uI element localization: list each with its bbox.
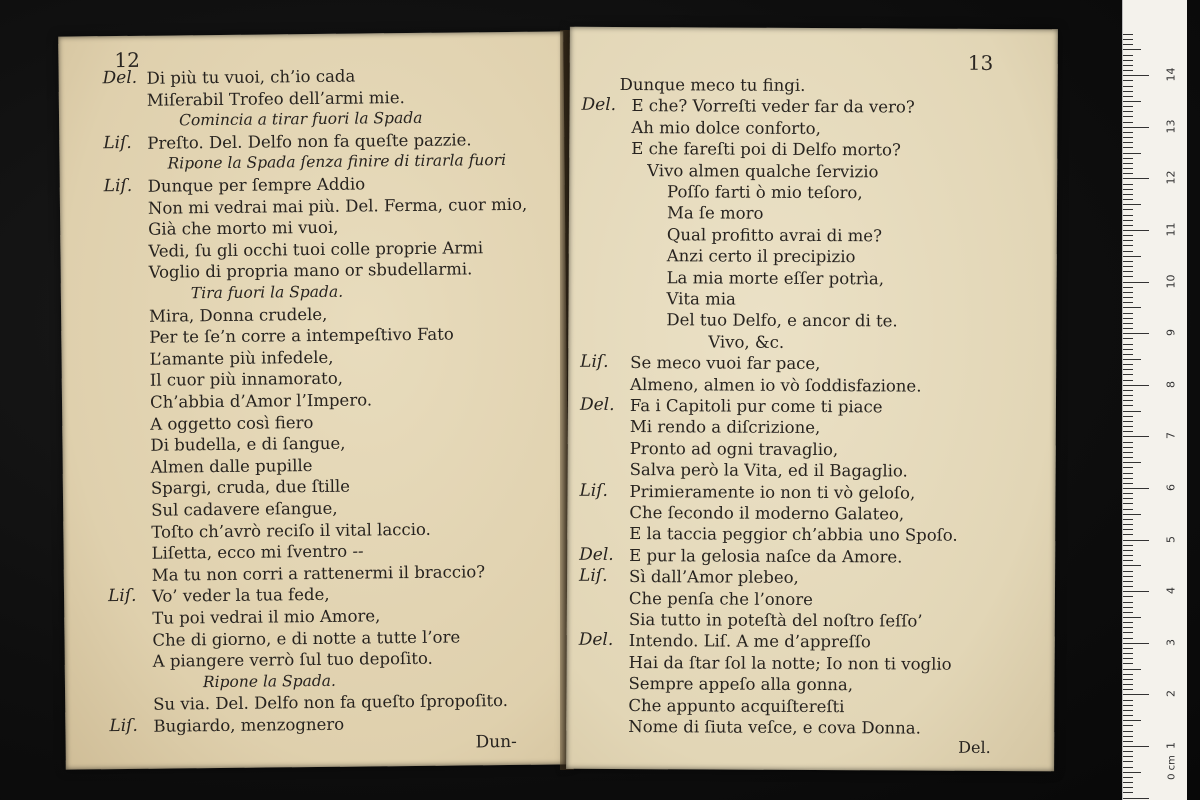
- ruler-tick: [1123, 534, 1133, 535]
- ruler-tick: [1123, 307, 1141, 308]
- ruler-tick: [1123, 700, 1133, 701]
- ruler-tick: [1123, 452, 1133, 453]
- ruler-number: 1: [1164, 742, 1178, 749]
- ruler-tick: [1123, 101, 1141, 102]
- page-number-right: 13: [967, 50, 994, 75]
- ruler-tick: [1123, 772, 1141, 773]
- ruler-tick: [1123, 421, 1133, 422]
- ruler-number: 4: [1164, 587, 1178, 595]
- verse-line: Sì dall’Amor plebeo,: [629, 567, 799, 588]
- ruler-tick: [1123, 560, 1133, 561]
- ruler-tick: [1123, 65, 1133, 66]
- ruler-tick: [1123, 679, 1133, 680]
- verse-line: Liſetta, ecco mi ſventro --: [151, 541, 364, 563]
- ruler-number: 8: [1164, 380, 1178, 388]
- ruler-tick: [1123, 462, 1141, 463]
- ruler-tick: [1123, 168, 1133, 169]
- verse-line: Spargi, cruda, due ſtille: [150, 477, 351, 499]
- speaker-label: Liſ.: [107, 586, 137, 607]
- verse-line: Vivo, &c.: [708, 332, 785, 352]
- speaker-label: Del.: [579, 544, 614, 565]
- verse-line: Se meco vuoi far pace,: [630, 353, 821, 374]
- ruler-tick: [1123, 225, 1133, 226]
- verse-line: Sia tutto in poteſtà del noſtro ſeſſo’: [628, 610, 923, 631]
- ruler-tick: [1123, 576, 1133, 577]
- ruler-tick: [1123, 245, 1133, 246]
- ruler-number: 2: [1164, 690, 1178, 698]
- verse-line: Preſto. Del. Delfo non fa queſte pazzie.: [147, 130, 472, 153]
- verse-line: L’amante più infedele,: [149, 347, 334, 369]
- ruler-tick: [1123, 519, 1133, 520]
- speaker-label: Liſ.: [579, 565, 608, 587]
- ruler-tick: [1123, 431, 1133, 432]
- verse-line: Sul cadavere eſangue,: [151, 498, 338, 520]
- ruler-tick: [1123, 34, 1133, 35]
- ruler-tick: [1123, 669, 1141, 670]
- ruler-tick: [1123, 483, 1133, 484]
- stage-direction: Ripone la Spada ſenza finire di tirarla fuori: [167, 151, 507, 173]
- stage-direction: Comincia a tirar fuori la Spada: [178, 109, 423, 130]
- ruler-tick: [1123, 467, 1133, 468]
- ruler-tick: [1123, 158, 1133, 159]
- ruler-tick: [1123, 60, 1133, 61]
- ruler-tick: [1123, 215, 1133, 216]
- ruler-tick: [1123, 292, 1133, 293]
- ruler-tick: [1123, 756, 1133, 757]
- ruler-tick: [1123, 153, 1141, 154]
- ruler-tick: [1123, 328, 1133, 329]
- ruler-tick: [1123, 80, 1133, 81]
- verse-line: Poſſo farti ò mio teſoro,: [667, 182, 863, 203]
- ruler-tick: [1123, 209, 1133, 210]
- ruler-tick: [1123, 741, 1133, 742]
- ruler-tick: [1123, 488, 1149, 489]
- verse-line: Vivo almen qualche ſervizio: [647, 160, 879, 181]
- ruler-tick: [1123, 586, 1133, 587]
- speaker-label: Del.: [102, 67, 138, 89]
- ruler-tick: [1123, 220, 1133, 221]
- ruler-tick: [1123, 49, 1141, 50]
- verse-line: Almeno, almen io vò ſoddisfazione.: [630, 374, 922, 396]
- speaker-label: Del.: [581, 95, 617, 116]
- verse-line: Ch’abbia d’Amor l’Impero.: [149, 390, 373, 412]
- verse-line: Del tuo Delfo, e ancor di te.: [666, 310, 898, 331]
- ruler-tick: [1123, 374, 1133, 375]
- ruler-tick: [1123, 509, 1133, 510]
- ruler-tick: [1123, 731, 1133, 732]
- ruler-tick: [1123, 199, 1133, 200]
- verse-line: Anzi certo il precipizio: [666, 246, 856, 267]
- ruler-tick: [1123, 70, 1133, 71]
- ruler-tick: [1123, 147, 1133, 148]
- ruler-tick: [1123, 792, 1133, 793]
- verse-line: Che penſa che l’onore: [628, 588, 813, 609]
- ruler-tick: [1123, 591, 1149, 592]
- ruler-tick: [1123, 478, 1133, 479]
- ruler-tick: [1123, 457, 1133, 458]
- ruler-tick: [1123, 204, 1141, 205]
- stage-direction: Tira fuori la Spada.: [190, 282, 344, 303]
- speaker-label: Liſ.: [103, 132, 132, 153]
- verse-line: Mi rendo a diſcrizione,: [629, 417, 821, 438]
- verse-line: Voglio di propria mano or sbudellarmi.: [148, 259, 473, 283]
- ruler-tick: [1123, 514, 1141, 515]
- ruler-number: 14: [1164, 67, 1178, 82]
- ruler-tick: [1123, 689, 1133, 690]
- speaker-label: Del.: [579, 394, 615, 415]
- ruler-tick: [1123, 565, 1141, 566]
- ruler-tick: [1123, 602, 1133, 603]
- ruler-tick: [1123, 447, 1133, 448]
- ruler-tick: [1123, 318, 1133, 319]
- ruler-tick: [1123, 411, 1141, 412]
- ruler-tick: [1123, 39, 1133, 40]
- ruler-tick: [1123, 540, 1149, 541]
- verse-line: Il cuor più innamorato,: [149, 369, 344, 391]
- ruler-tick: [1123, 380, 1133, 381]
- verse-line: Vita mia: [666, 289, 736, 309]
- verse-line: E che fareſti poi di Delfo morto?: [631, 139, 901, 160]
- ruler-tick: [1123, 596, 1133, 597]
- verse-line: Vedi, ſu gli occhi tuoi colle proprie Armi: [148, 238, 484, 261]
- ruler-tick: [1123, 725, 1133, 726]
- ruler-tick: [1123, 653, 1133, 654]
- verse-line: Miſerabil Trofeo dell’armi mie.: [146, 87, 405, 110]
- ruler-tick: [1123, 142, 1133, 143]
- ruler-tick: [1123, 173, 1133, 174]
- speaker-label: Liſ.: [580, 351, 609, 373]
- ruler-tick: [1123, 163, 1133, 164]
- ruler-tick: [1123, 473, 1133, 474]
- ruler-tick: [1123, 493, 1133, 494]
- ruler-tick: [1123, 571, 1133, 572]
- ruler-tick: [1123, 643, 1149, 644]
- speaker-label: Liſ.: [579, 480, 608, 501]
- verse-line: E la taccia peggior ch’abbia uno Spoſo.: [629, 524, 958, 546]
- ruler-tick: [1123, 75, 1149, 76]
- verse-line: A oggetto così fiero: [150, 412, 314, 434]
- ruler-tick: [1123, 550, 1133, 551]
- ruler-number: 7: [1164, 432, 1178, 440]
- ruler-tick: [1123, 658, 1133, 659]
- ruler-tick: [1123, 91, 1133, 92]
- ruler-tick: [1123, 607, 1133, 608]
- ruler-tick: [1123, 638, 1133, 639]
- verse-line: Vo’ veder la tua fede,: [151, 585, 330, 607]
- speaker-label: Del.: [578, 630, 614, 651]
- ruler-tick: [1123, 276, 1133, 277]
- ruler-tick: [1123, 106, 1133, 107]
- ruler-tick: [1123, 287, 1133, 288]
- ruler-tick: [1123, 230, 1149, 231]
- ruler-tick: [1123, 581, 1133, 582]
- ruler-number: 6: [1164, 484, 1178, 491]
- ruler-tick: [1123, 271, 1133, 272]
- verse-line: Mira, Donna crudele,: [149, 304, 328, 326]
- ruler-tick: [1123, 705, 1133, 706]
- right-page: [566, 27, 1058, 772]
- verse-line: Nome di ſiuta veſce, e cova Donna.: [628, 717, 921, 738]
- ruler-tick: [1123, 261, 1133, 262]
- ruler-tick: [1123, 529, 1133, 530]
- ruler-tick: [1123, 302, 1133, 303]
- ruler-tick: [1123, 710, 1133, 711]
- ruler-tick: [1123, 627, 1133, 628]
- ruler-tick: [1123, 189, 1133, 190]
- ruler-tick: [1123, 122, 1133, 123]
- ruler-tick: [1123, 323, 1133, 324]
- ruler-tick: [1123, 385, 1149, 386]
- ruler-tick: [1123, 86, 1133, 87]
- ruler-tick: [1123, 612, 1133, 613]
- left-page: [58, 31, 571, 769]
- ruler-tick: [1123, 787, 1133, 788]
- ruler-tick: [1123, 663, 1133, 664]
- ruler-tick: [1123, 96, 1133, 97]
- ruler-tick: [1123, 137, 1133, 138]
- ruler-tick: [1123, 127, 1149, 128]
- verse-line: Primieramente io non ti vò geloſo,: [629, 481, 916, 503]
- ruler-tick: [1123, 632, 1133, 633]
- ruler-tick: [1123, 184, 1133, 185]
- ruler-tick: [1123, 694, 1149, 695]
- verse-line: Ma ſe moro: [666, 203, 764, 224]
- ruler-tick: [1123, 622, 1133, 623]
- verse-line: Dunque meco tu fingi.: [619, 74, 806, 95]
- ruler-tick: [1123, 364, 1133, 365]
- ruler-tick: [1123, 344, 1133, 345]
- speaker-label: Liſ.: [109, 715, 138, 737]
- ruler-tick: [1123, 235, 1133, 236]
- ruler-tick: [1123, 395, 1133, 396]
- page-number-left: 12: [114, 47, 141, 73]
- ruler-tick: [1123, 436, 1149, 437]
- verse-line: Che appunto acquiſtereſti: [628, 695, 845, 716]
- ruler-number: 9: [1164, 329, 1178, 337]
- ruler-tick: [1123, 251, 1133, 252]
- catchword-right: Del.: [958, 737, 991, 757]
- verse-line: A piangere verrò ſul tuo depoſito.: [152, 648, 433, 671]
- verse-line: Che ſecondo il moderno Galateo,: [629, 503, 905, 524]
- ruler-tick: [1123, 524, 1133, 525]
- ruler-tick: [1123, 736, 1133, 737]
- verse-line: Già che morto mi vuoi,: [148, 217, 339, 239]
- ruler-tick: [1123, 416, 1133, 417]
- ruler-tick: [1123, 132, 1133, 133]
- ruler-tick: [1123, 282, 1149, 283]
- ruler-tick: [1123, 333, 1149, 334]
- ruler-tick: [1123, 44, 1133, 45]
- ruler-tick: [1123, 777, 1133, 778]
- ruler-tick: [1123, 297, 1133, 298]
- verse-line: Fa i Capitoli pur come ti piace: [629, 396, 883, 417]
- ruler-tick: [1123, 390, 1133, 391]
- ruler-tick: [1123, 354, 1133, 355]
- ruler-number: 5: [1164, 535, 1178, 543]
- verse-line: La mia morte eſſer potrìa,: [666, 267, 885, 288]
- ruler-tick: [1123, 782, 1133, 783]
- verse-line: Hai da ſtar ſol la notte; Io non ti voglio: [628, 652, 952, 674]
- ruler-tick: [1123, 751, 1133, 752]
- ruler-tick: [1123, 116, 1133, 117]
- ruler-tick: [1123, 313, 1133, 314]
- ruler-tick: [1123, 798, 1149, 799]
- verse-line: Bugiardo, menzognero: [153, 714, 345, 736]
- verse-line: Dunque per ſempre Addio: [147, 174, 366, 196]
- verse-line: Ma tu non corri a rattenermi il braccio?: [151, 562, 486, 585]
- ruler-tick: [1123, 720, 1141, 721]
- verse-line: Salva però la Vita, ed il Bagaglio.: [629, 460, 908, 481]
- measuring-ruler: [1122, 0, 1187, 800]
- ruler-number: 10: [1164, 274, 1178, 289]
- ruler-tick: [1123, 674, 1133, 675]
- ruler-tick: [1123, 442, 1133, 443]
- ruler-tick: [1123, 555, 1133, 556]
- ruler-tick: [1123, 715, 1133, 716]
- ruler-tick: [1123, 503, 1133, 504]
- ruler-tick: [1123, 111, 1133, 112]
- ruler-tick: [1123, 240, 1133, 241]
- verse-line: Qual profitto avrai di me?: [666, 225, 882, 246]
- ruler-tick: [1123, 400, 1133, 401]
- ruler-number: 11: [1164, 222, 1178, 237]
- ruler-tick: [1123, 498, 1133, 499]
- verse-line: Tu poi vedrai il mio Amore,: [152, 606, 381, 628]
- ruler-tick: [1123, 359, 1141, 360]
- verse-line: Che di giorno, e di notte a tutte l’ore: [152, 627, 461, 650]
- speaker-label: Liſ.: [103, 175, 133, 197]
- verse-line: Su via. Del. Delfo non fa queſto ſpropoſito.: [153, 691, 509, 715]
- ruler-number: 12: [1164, 170, 1178, 185]
- verse-line: Sempre appeſo alla gonna,: [628, 674, 854, 695]
- verse-line: Di budella, e di ſangue,: [150, 433, 346, 455]
- ruler-tick: [1123, 256, 1141, 257]
- ruler-tick: [1123, 746, 1149, 747]
- verse-line: Intendo. Liſ. A me d’appreſſo: [628, 631, 871, 652]
- verse-line: Almen dalle pupille: [150, 455, 313, 477]
- catchword-left: Dun-: [475, 731, 517, 753]
- ruler-tick: [1123, 369, 1133, 370]
- verse-line: Per te ſe’n corre a intempeſtivo Fato: [149, 324, 454, 347]
- ruler-tick: [1123, 684, 1133, 685]
- ruler-tick: [1123, 349, 1133, 350]
- ruler-tick: [1123, 266, 1133, 267]
- ruler-tick: [1123, 767, 1133, 768]
- ruler-tick: [1123, 761, 1133, 762]
- verse-line: E che? Vorreſti veder far da vero?: [631, 96, 915, 117]
- ruler-tick: [1123, 55, 1133, 56]
- ruler-tick: [1123, 545, 1133, 546]
- ruler-tick: [1123, 405, 1133, 406]
- ruler-tick: [1123, 648, 1133, 649]
- ruler-tick: [1123, 426, 1133, 427]
- ruler-tick: [1123, 338, 1133, 339]
- verse-line: Non mi vedrai mai più. Del. Ferma, cuor mio,: [147, 194, 528, 218]
- ruler-tick: [1123, 194, 1133, 195]
- verse-line: Di più tu vuoi, ch’io cada: [146, 66, 356, 88]
- verse-line: Pronto ad ogni travaglio,: [629, 438, 839, 459]
- ruler-unit-label: 0 cm: [1166, 755, 1178, 780]
- ruler-number: 13: [1164, 119, 1178, 134]
- stage-direction: Ripone la Spada.: [202, 671, 336, 691]
- ruler-tick: [1123, 617, 1141, 618]
- verse-line: Ah mio dolce conforto,: [631, 117, 821, 138]
- verse-line: Toſto ch’avrò reciſo il vital laccio.: [151, 519, 431, 542]
- ruler-tick: [1123, 178, 1149, 179]
- ruler-number: 3: [1164, 638, 1178, 646]
- verse-line: E pur la gelosia naſce da Amore.: [629, 545, 903, 567]
